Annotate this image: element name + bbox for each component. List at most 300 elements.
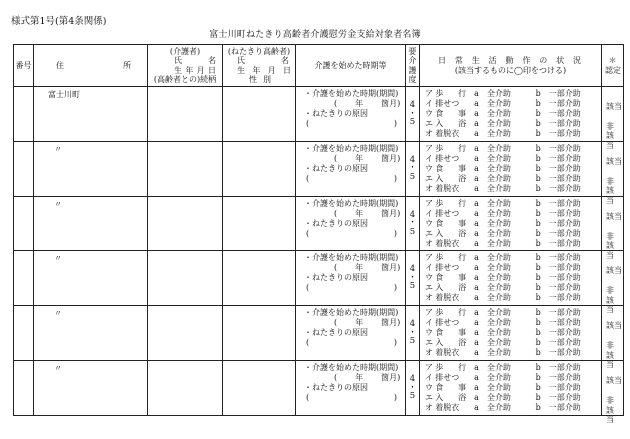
adl-option-full-assist[interactable]: a 全介助	[474, 373, 511, 383]
adl-item-dressing	[425, 129, 601, 139]
adl-title-char: 状	[556, 56, 565, 66]
adl-name: 歩	[435, 308, 444, 318]
adl-name: 排せつ	[435, 263, 460, 273]
adl-name: 浴	[458, 393, 467, 403]
months-label: 箇月)	[381, 373, 401, 383]
care-level-value: 5	[409, 117, 416, 127]
adl-option-full-assist[interactable]: a 全介助	[474, 173, 511, 183]
number-cell[interactable]	[14, 251, 34, 306]
adl-name: 行	[458, 253, 467, 263]
adl-option-full-assist[interactable]: a 全介助	[474, 119, 511, 128]
open-paren: (	[334, 263, 338, 273]
care-period-cell[interactable]	[296, 251, 406, 306]
care-level-value: 4	[409, 374, 416, 385]
adl-key: イ	[425, 99, 433, 108]
care-level-value: ・	[408, 327, 417, 338]
adl-option-partial-assist[interactable]: b 一部介助	[535, 99, 581, 108]
care-period-cell[interactable]	[296, 141, 406, 196]
adl-option-full-assist[interactable]: a 全介助	[474, 263, 511, 273]
adl-item-toileting	[425, 373, 601, 383]
adl-item-walking	[425, 199, 601, 209]
option-not-applicable[interactable]: 非該当	[606, 231, 614, 260]
birth-char: 日	[207, 65, 216, 75]
care-level-value: 4	[409, 319, 416, 330]
cause-open-paren: (	[306, 338, 310, 348]
cause-close-paren: )	[393, 173, 397, 183]
adl-option-full-assist[interactable]: a 全介助	[474, 328, 511, 338]
applicable-char: 当	[614, 321, 622, 331]
address-cell[interactable]	[34, 196, 148, 251]
adl-name: 浴	[458, 119, 467, 128]
number-cell[interactable]	[14, 361, 34, 416]
adl-option-full-assist[interactable]: a 全介助	[474, 208, 511, 218]
adl-key: オ	[425, 129, 433, 138]
care-level-char: 護	[408, 65, 417, 75]
adl-name: 事	[458, 163, 467, 173]
address-value: 〃	[54, 144, 62, 154]
address-value: 〃	[54, 364, 62, 374]
care-level-cell[interactable]	[406, 87, 420, 142]
care-period-cell[interactable]	[296, 361, 406, 416]
name-char: 名	[208, 56, 216, 66]
adl-name: 食	[435, 163, 444, 173]
adl-item-dressing	[425, 239, 601, 249]
adl-name: 食	[435, 218, 444, 228]
birth-char: 生	[237, 65, 245, 75]
option-applicable[interactable]	[606, 157, 620, 168]
adl-key: ウ	[425, 273, 433, 283]
adl-name: 入	[435, 228, 444, 238]
header-certification	[602, 45, 624, 87]
applicable-char: 当	[614, 156, 622, 166]
adl-name: 行	[458, 143, 467, 153]
adl-title-char: 活	[488, 56, 497, 66]
care-level-value: ・	[408, 272, 417, 283]
adl-option-partial-assist[interactable]: b 一部介助	[535, 89, 581, 98]
adl-option-full-assist[interactable]: a 全介助	[474, 183, 511, 193]
adl-option-full-assist[interactable]: a 全介助	[474, 273, 511, 283]
caregiver-top: (介護者)	[169, 46, 201, 56]
adl-key: ウ	[425, 383, 433, 393]
adl-key: ア	[425, 363, 433, 373]
care-level-cell[interactable]	[406, 361, 420, 416]
certification-char: 定	[613, 65, 621, 75]
care-level-value: ・	[408, 163, 417, 174]
adl-name: 入	[435, 283, 444, 293]
adl-name: 着脱衣	[435, 129, 460, 138]
caregiver-cell[interactable]	[148, 361, 223, 416]
adl-key: イ	[425, 373, 433, 383]
caregiver-cell[interactable]	[148, 306, 223, 361]
adl-name: 食	[435, 273, 444, 283]
care-started-label: ・介護を始めた時期(期間)	[304, 253, 399, 263]
header-care-period: 介護を始めた時期等	[296, 45, 406, 87]
applicable-char: 当	[614, 211, 622, 221]
address-cell[interactable]	[34, 141, 148, 196]
number-cell[interactable]	[14, 141, 34, 196]
adl-key: ア	[425, 253, 433, 263]
applicable-char: 該	[606, 321, 614, 331]
adl-key: オ	[425, 293, 433, 303]
adl-option-partial-assist[interactable]: b 一部介助	[535, 348, 581, 358]
months-label: 箇月)	[381, 318, 401, 328]
adl-option-full-assist[interactable]: a 全介助	[474, 403, 511, 413]
table-row	[14, 87, 624, 142]
number-cell[interactable]	[14, 306, 34, 361]
table-row	[14, 141, 624, 196]
care-level-cell[interactable]	[406, 306, 420, 361]
adl-key: ア	[425, 308, 433, 318]
applicable-char: 当	[614, 102, 622, 111]
adl-option-partial-assist[interactable]: b 一部介助	[535, 253, 581, 263]
name-char: 名	[281, 56, 289, 66]
certification-cell	[602, 87, 624, 150]
adl-title-char: 動	[505, 56, 514, 66]
birth-char: 月	[196, 65, 205, 75]
adl-option-partial-assist[interactable]: b 一部介助	[535, 109, 581, 118]
adl-name: 事	[458, 109, 467, 118]
adl-option-full-assist[interactable]: a 全介助	[474, 238, 511, 248]
address-cell[interactable]	[34, 251, 148, 306]
adl-option-full-assist[interactable]: a 全介助	[474, 218, 511, 228]
adl-item-eating	[425, 328, 601, 338]
adl-title-char: 日	[438, 56, 446, 66]
table-row	[14, 306, 624, 361]
address-cell[interactable]	[34, 306, 148, 361]
document-title: 富士川町ねたきり高齢者介護慰労金支給対象者名簿	[209, 30, 421, 40]
adl-option-full-assist[interactable]: a 全介助	[474, 383, 511, 393]
adl-name: 浴	[458, 338, 467, 348]
adl-key: ウ	[425, 163, 433, 173]
care-period-cell[interactable]	[296, 306, 406, 361]
applicable-char: 該	[606, 102, 614, 111]
open-paren: (	[334, 318, 338, 328]
cause-label: ・ねたきりの原因	[304, 218, 368, 228]
adl-option-partial-assist[interactable]: b 一部介助	[535, 338, 581, 348]
adl-option-full-assist[interactable]: a 全介助	[474, 283, 511, 293]
adl-option-full-assist[interactable]: a 全介助	[474, 109, 511, 118]
option-not-applicable[interactable]: 非該当	[606, 396, 614, 425]
adl-item-walking	[425, 89, 601, 99]
adl-key: エ	[425, 393, 433, 403]
cause-label: ・ねたきりの原因	[304, 163, 368, 173]
address-cell[interactable]	[34, 87, 148, 142]
gender-char: 性	[249, 74, 257, 84]
adl-option-full-assist[interactable]: a 全介助	[474, 228, 511, 238]
care-period-cell[interactable]	[296, 87, 406, 142]
open-paren: (	[334, 208, 338, 218]
option-applicable[interactable]	[606, 212, 620, 223]
adl-option-full-assist[interactable]: a 全介助	[474, 89, 511, 98]
name-char: 氏	[174, 56, 182, 66]
adl-option-partial-assist[interactable]: b 一部介助	[535, 383, 581, 393]
name-char: 氏	[237, 56, 245, 66]
adl-cell	[420, 196, 602, 251]
option-applicable[interactable]	[606, 376, 620, 387]
adl-name: 行	[458, 308, 467, 318]
birth-char: 年	[252, 65, 261, 75]
care-level-char: 介	[408, 56, 417, 66]
adl-option-partial-assist[interactable]: b 一部介助	[535, 293, 581, 303]
applicable-char: 当	[614, 266, 622, 276]
adl-name: 着脱衣	[435, 183, 460, 193]
year-label: 年	[355, 263, 364, 273]
adl-item-bathing	[425, 119, 601, 129]
caregiver-cell[interactable]	[148, 87, 223, 142]
open-paren: (	[334, 153, 338, 163]
adl-name: 行	[458, 89, 467, 98]
care-level-value: 4	[409, 264, 416, 275]
option-not-applicable[interactable]: 非該当	[606, 176, 614, 205]
adl-note: (該当するものに◯印をつける)	[454, 65, 567, 75]
cause-open-paren: (	[306, 393, 310, 403]
cause-open-paren: (	[306, 173, 310, 183]
adl-item-bathing	[425, 174, 601, 184]
adl-item-walking	[425, 144, 601, 154]
adl-option-full-assist[interactable]: a 全介助	[474, 129, 511, 138]
adl-name: 排せつ	[435, 373, 460, 383]
adl-name: 歩	[435, 253, 444, 263]
elderly-cell[interactable]	[223, 141, 296, 196]
adl-option-partial-assist[interactable]: b 一部介助	[535, 363, 581, 373]
adl-option-partial-assist[interactable]: b 一部介助	[535, 129, 581, 138]
adl-option-full-assist[interactable]: a 全介助	[474, 308, 511, 318]
adl-option-partial-assist[interactable]: b 一部介助	[535, 283, 581, 293]
register-table	[13, 44, 624, 425]
option-not-applicable[interactable]: 非該当	[606, 122, 614, 150]
adl-option-partial-assist[interactable]: b 一部介助	[535, 273, 581, 283]
adl-name: 行	[458, 363, 467, 373]
option-applicable[interactable]	[606, 102, 620, 113]
adl-item-dressing	[425, 293, 601, 303]
caregiver-cell[interactable]	[148, 251, 223, 306]
adl-name: 排せつ	[435, 208, 460, 218]
address-value: 〃	[54, 254, 62, 264]
care-level-cell[interactable]	[406, 251, 420, 306]
number-cell[interactable]	[14, 87, 34, 142]
adl-key: イ	[425, 208, 433, 218]
adl-option-partial-assist[interactable]: b 一部介助	[535, 143, 581, 153]
adl-item-bathing	[425, 283, 601, 293]
adl-key: ウ	[425, 328, 433, 338]
months-label: 箇月)	[381, 99, 401, 108]
adl-name: 歩	[435, 143, 444, 153]
form-number: 様式第1号(第4条関係)	[11, 16, 107, 27]
header-number: 番号	[14, 45, 34, 87]
adl-option-full-assist[interactable]: a 全介助	[474, 153, 511, 163]
adl-name: 事	[458, 218, 467, 228]
care-level-value: ・	[408, 108, 417, 119]
adl-option-partial-assist[interactable]: b 一部介助	[535, 183, 581, 193]
adl-item-walking	[425, 308, 601, 318]
care-level-cell[interactable]	[406, 196, 420, 251]
applicable-char: 該	[606, 156, 614, 166]
adl-option-partial-assist[interactable]: b 一部介助	[535, 263, 581, 273]
adl-option-partial-assist[interactable]: b 一部介助	[535, 208, 581, 218]
option-applicable[interactable]	[606, 321, 620, 332]
adl-item-eating	[425, 383, 601, 393]
adl-name: 着脱衣	[435, 348, 460, 358]
caregiver-cell[interactable]	[148, 196, 223, 251]
cause-open-paren: (	[306, 119, 310, 128]
adl-option-partial-assist[interactable]: b 一部介助	[535, 403, 581, 413]
adl-option-partial-assist[interactable]: b 一部介助	[535, 173, 581, 183]
header-adl	[420, 45, 602, 87]
adl-title-char: の	[539, 56, 548, 66]
adl-option-full-assist[interactable]: a 全介助	[474, 318, 511, 328]
adl-option-partial-assist[interactable]: b 一部介助	[535, 318, 581, 328]
cause-close-paren: )	[393, 228, 397, 238]
elderly-top: (ねたきり高齢者)	[227, 46, 291, 56]
adl-option-full-assist[interactable]: a 全介助	[474, 253, 511, 263]
adl-option-full-assist[interactable]: a 全介助	[474, 198, 511, 208]
option-applicable[interactable]	[606, 266, 620, 277]
care-level-value: 5	[409, 391, 416, 402]
care-level-value: 5	[409, 281, 416, 292]
care-level-value: 4	[409, 209, 416, 220]
elderly-cell[interactable]	[223, 361, 296, 416]
adl-name: 入	[435, 338, 444, 348]
adl-option-partial-assist[interactable]: b 一部介助	[535, 393, 581, 403]
birth-char: 月	[267, 65, 276, 75]
adl-item-eating	[425, 273, 601, 283]
certification-mark: ＊	[608, 56, 617, 66]
cause-label: ・ねたきりの原因	[304, 109, 368, 118]
adl-option-partial-assist[interactable]: b 一部介助	[535, 238, 581, 248]
certification-char: 認	[605, 65, 613, 75]
adl-cell	[420, 141, 602, 196]
elderly-cell[interactable]	[223, 251, 296, 306]
adl-option-partial-assist[interactable]: b 一部介助	[535, 119, 581, 128]
elderly-cell[interactable]	[223, 87, 296, 142]
adl-item-toileting	[425, 154, 601, 164]
option-not-applicable[interactable]: 非該当	[606, 286, 614, 315]
adl-name: 食	[435, 383, 444, 393]
care-level-value: ・	[408, 218, 417, 229]
address-cell[interactable]	[34, 361, 148, 416]
adl-option-partial-assist[interactable]: b 一部介助	[535, 218, 581, 228]
header-care-level	[406, 45, 420, 87]
adl-name: 排せつ	[435, 153, 460, 163]
elderly-cell[interactable]	[223, 196, 296, 251]
year-label: 年	[355, 153, 364, 163]
adl-option-full-assist[interactable]: a 全介助	[474, 363, 511, 373]
care-started-label: ・介護を始めた時期(期間)	[304, 143, 399, 153]
adl-key: エ	[425, 283, 433, 293]
table-row	[14, 361, 624, 416]
adl-item-toileting	[425, 209, 601, 219]
birth-char: 日	[282, 65, 291, 75]
adl-option-partial-assist[interactable]: b 一部介助	[535, 228, 581, 238]
care-started-label: ・介護を始めた時期(期間)	[304, 363, 399, 373]
adl-name: 事	[458, 383, 467, 393]
care-level-cell[interactable]	[406, 141, 420, 196]
adl-item-eating	[425, 109, 601, 119]
caregiver-cell[interactable]	[148, 141, 223, 196]
elderly-cell[interactable]	[223, 306, 296, 361]
header-address-char: 住	[56, 60, 64, 70]
address-value: 富士川町	[48, 90, 80, 99]
adl-key: オ	[425, 348, 433, 358]
cause-open-paren: (	[306, 228, 310, 238]
care-level-value: 5	[409, 171, 416, 182]
adl-item-dressing	[425, 348, 601, 358]
option-not-applicable[interactable]: 非該当	[606, 341, 614, 370]
adl-key: エ	[425, 119, 433, 128]
adl-item-toileting	[425, 318, 601, 328]
adl-title-char: 生	[471, 56, 480, 66]
header-address	[34, 45, 148, 87]
adl-option-full-assist[interactable]: a 全介助	[474, 393, 511, 403]
adl-item-bathing	[425, 393, 601, 403]
adl-name: 歩	[435, 198, 444, 208]
months-label: 箇月)	[381, 153, 401, 163]
adl-option-full-assist[interactable]: a 全介助	[474, 163, 511, 173]
months-label: 箇月)	[381, 263, 401, 273]
adl-option-full-assist[interactable]: a 全介助	[474, 293, 511, 303]
adl-cell	[420, 361, 602, 416]
adl-key: ア	[425, 143, 433, 153]
adl-option-full-assist[interactable]: a 全介助	[474, 348, 511, 358]
adl-name: 着脱衣	[435, 238, 460, 248]
adl-name: 着脱衣	[435, 293, 460, 303]
applicable-char: 該	[606, 266, 614, 276]
care-level-value: 5	[409, 226, 416, 237]
header-address-char: 所	[123, 60, 131, 70]
adl-cell	[420, 87, 602, 142]
adl-name: 浴	[458, 228, 467, 238]
adl-option-full-assist[interactable]: a 全介助	[474, 338, 511, 348]
adl-option-full-assist[interactable]: a 全介助	[474, 143, 511, 153]
care-level-value: 4	[409, 100, 416, 110]
adl-item-bathing	[425, 229, 601, 239]
care-started-label: ・介護を始めた時期(期間)	[304, 89, 399, 98]
cause-close-paren: )	[393, 338, 397, 348]
adl-option-partial-assist[interactable]: b 一部介助	[535, 308, 581, 318]
adl-name: 浴	[458, 283, 467, 293]
adl-key: ア	[425, 198, 433, 208]
open-paren: (	[334, 373, 338, 383]
cause-label: ・ねたきりの原因	[304, 273, 368, 283]
adl-option-full-assist[interactable]: a 全介助	[474, 99, 511, 108]
care-level-char: 要	[408, 46, 417, 56]
adl-option-partial-assist[interactable]: b 一部介助	[535, 163, 581, 173]
care-level-value: ・	[408, 382, 417, 393]
year-label: 年	[355, 373, 364, 383]
table-row	[14, 196, 624, 251]
adl-item-eating	[425, 164, 601, 174]
adl-key: イ	[425, 263, 433, 273]
gender-char: 別	[263, 74, 271, 84]
adl-cell	[420, 306, 602, 361]
adl-title-char: 況	[573, 56, 581, 66]
cause-close-paren: )	[393, 393, 397, 403]
header-caregiver	[148, 45, 223, 87]
adl-option-partial-assist[interactable]: b 一部介助	[535, 328, 581, 338]
year-label: 年	[355, 208, 364, 218]
adl-name: 入	[435, 119, 444, 128]
number-cell[interactable]	[14, 196, 34, 251]
adl-key: オ	[425, 183, 433, 193]
adl-option-partial-assist[interactable]: b 一部介助	[535, 198, 581, 208]
adl-option-partial-assist[interactable]: b 一部介助	[535, 373, 581, 383]
applicable-char: 当	[614, 376, 622, 386]
adl-key: イ	[425, 153, 433, 163]
adl-key: ア	[425, 89, 433, 98]
care-period-cell[interactable]	[296, 196, 406, 251]
adl-option-partial-assist[interactable]: b 一部介助	[535, 153, 581, 163]
adl-item-bathing	[425, 338, 601, 348]
